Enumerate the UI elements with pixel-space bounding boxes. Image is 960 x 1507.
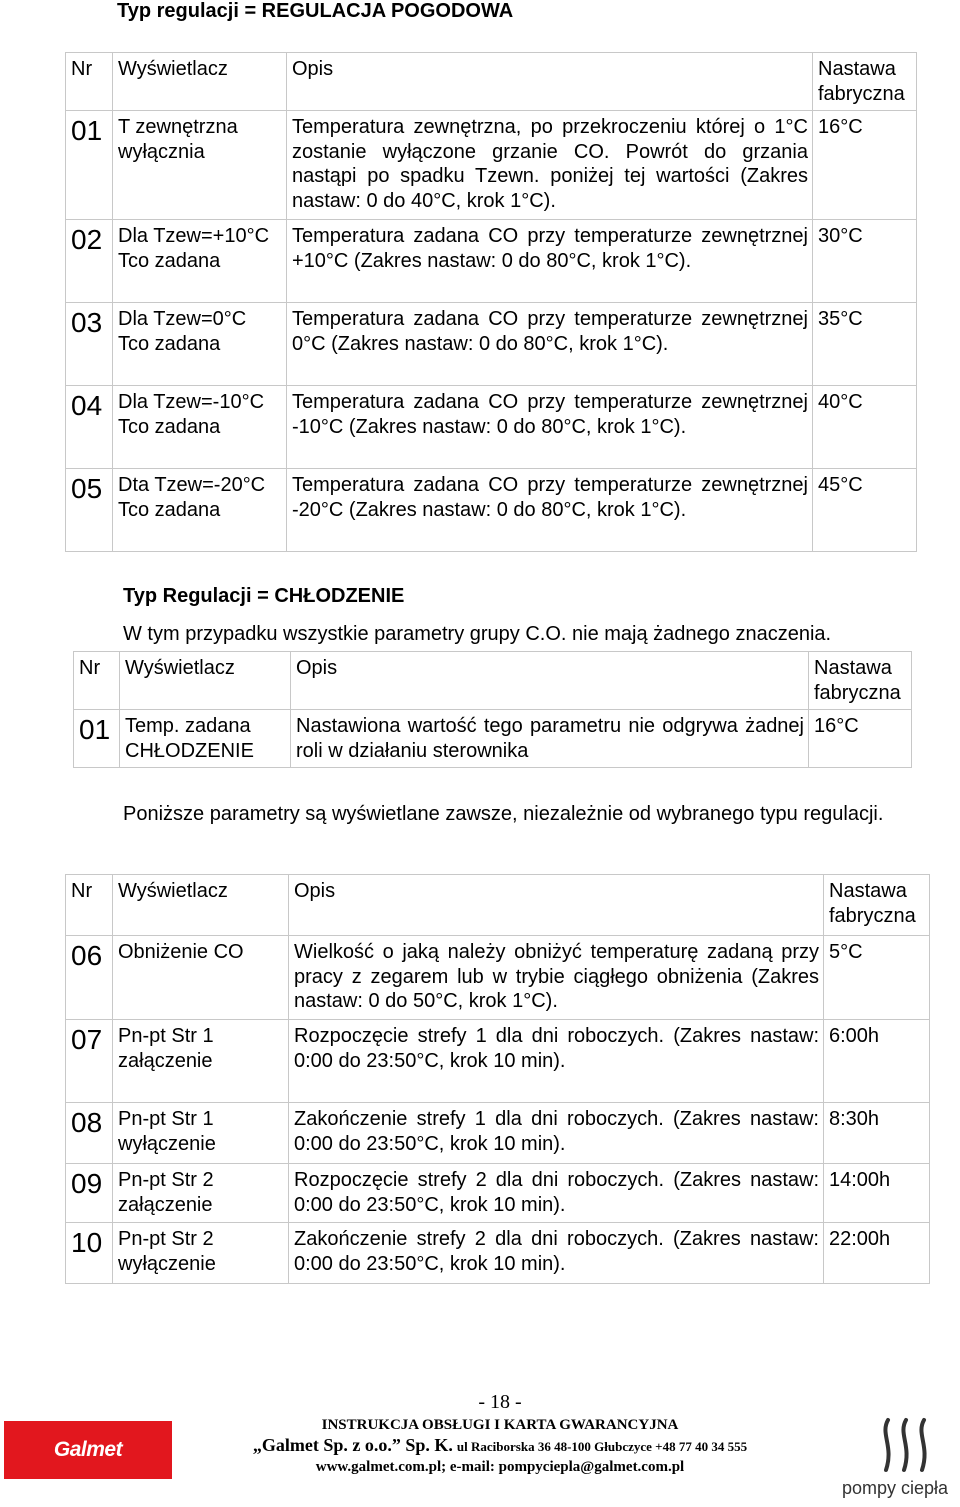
row-factory: 5°C (824, 936, 930, 1020)
row-factory: 16°C (813, 111, 917, 220)
table-row (66, 936, 930, 1020)
row-display: Pn-pt Str 2 załączenie (113, 1164, 289, 1223)
section2-title: Typ Regulacji = CHŁODZENIE (123, 585, 405, 607)
row-desc: Nastawiona wartość tego parametru nie odgrywa żadnej roli w działaniu sterownika (291, 710, 809, 768)
row-desc: Temperatura zadana CO przy temperaturze zewnętrznej +10°C (Zakres nastaw: 0 do 80°C, krok 1°C). (287, 220, 813, 303)
table-row (74, 710, 912, 768)
galmet-logo-text: Galmet (53, 1438, 123, 1461)
table-row (66, 303, 917, 386)
row-display: Dla Tzew=-10°C Tco zadana (113, 386, 287, 469)
header-nr: Nr (74, 652, 120, 710)
row-nr: 03 (66, 303, 113, 386)
weather-regulation-table (65, 52, 917, 552)
row-factory: 16°C (809, 710, 912, 768)
row-display: Obniżenie CO (113, 936, 289, 1020)
page-number: - 18 - (478, 1391, 522, 1413)
row-desc: Temperatura zadana CO przy temperaturze zewnętrznej -10°C (Zakres nastaw: 0 do 80°C, krok 1°C). (287, 386, 813, 469)
header-desc: Opis (289, 875, 824, 936)
row-nr: 01 (66, 111, 113, 220)
footer-address: ul Raciborska 36 48-100 Głubczyce +48 77 40 34 555 (456, 1439, 748, 1454)
row-display: Dla Tzew=+10°C Tco zadana (113, 220, 287, 303)
row-display: Pn-pt Str 1 załączenie (113, 1020, 289, 1103)
row-nr: 04 (66, 386, 113, 469)
row-factory: 14:00h (824, 1164, 930, 1223)
row-display: Dta Tzew=-20°C Tco zadana (113, 469, 287, 552)
footer-title: INSTRUKCJA OBSŁUGI I KARTA GWARANCYJNA (321, 1417, 679, 1433)
section3-intro: Poniższe parametry są wyświetlane zawsze, niezależnie od wybranego typu regulacji. (123, 803, 884, 825)
row-desc: Temperatura zewnętrzna, po przekroczeniu której o 1°C zostanie wyłączone grzanie CO. Powrót do grzania nastąpi po spadku Tzewn. poniżej tej wartości (Zakres nastaw: 0 do 40°C, krok 1°C). (287, 111, 813, 220)
footer-company: „Galmet Sp. z o.o.” Sp. K. (252, 1435, 453, 1455)
row-nr: 02 (66, 220, 113, 303)
row-factory: 22:00h (824, 1223, 930, 1284)
row-nr: 05 (66, 469, 113, 552)
table-row (66, 386, 917, 469)
row-display: T zewnętrzna wyłącznia (113, 111, 287, 220)
row-nr: 07 (66, 1020, 113, 1103)
cooling-table (73, 651, 912, 768)
row-display: Pn-pt Str 2 wyłączenie (113, 1223, 289, 1284)
row-desc: Zakończenie strefy 2 dla dni roboczych. (Zakres nastaw: 0:00 do 23:50°C, krok 10 min). (289, 1223, 824, 1284)
row-factory: 35°C (813, 303, 917, 386)
table-header-row (66, 875, 930, 936)
row-desc: Rozpoczęcie strefy 1 dla dni roboczych. (Zakres nastaw: 0:00 do 23:50°C, krok 10 min). (289, 1020, 824, 1103)
galmet-logo (4, 1421, 172, 1479)
row-nr: 01 (74, 710, 120, 768)
table-header-row (74, 652, 912, 710)
row-display: Temp. zadana CHŁODZENIE (120, 710, 291, 768)
header-factory: Nastawa fabryczna (813, 53, 917, 111)
row-desc: Rozpoczęcie strefy 2 dla dni roboczych. (Zakres nastaw: 0:00 do 23:50°C, krok 10 min). (289, 1164, 824, 1223)
row-factory: 45°C (813, 469, 917, 552)
row-factory: 40°C (813, 386, 917, 469)
section2-note: W tym przypadku wszystkie parametry grupy C.O. nie mają żadnego znaczenia. (123, 623, 832, 645)
general-params-table (65, 874, 930, 1284)
table-row (66, 220, 917, 303)
row-display: Dla Tzew=0°C Tco zadana (113, 303, 287, 386)
header-display: Wyświetlacz (113, 875, 289, 936)
table-row (66, 1223, 930, 1284)
table-row (66, 1103, 930, 1164)
section1-title: Typ regulacji = REGULACJA POGODOWA (117, 0, 514, 22)
table-header-row (66, 53, 917, 111)
header-factory: Nastawa fabryczna (809, 652, 912, 710)
row-factory: 6:00h (824, 1020, 930, 1103)
table-row (66, 1164, 930, 1223)
header-nr: Nr (66, 53, 113, 111)
row-desc: Temperatura zadana CO przy temperaturze zewnętrznej 0°C (Zakres nastaw: 0 do 80°C, krok 1°C). (287, 303, 813, 386)
table-row (66, 1020, 930, 1103)
heat-pump-logo-text: pompy ciepła (842, 1478, 949, 1498)
row-factory: 30°C (813, 220, 917, 303)
row-nr: 09 (66, 1164, 113, 1223)
row-desc: Temperatura zadana CO przy temperaturze zewnętrznej -20°C (Zakres nastaw: 0 do 80°C, krok 1°C). (287, 469, 813, 552)
header-display: Wyświetlacz (113, 53, 287, 111)
row-nr: 10 (66, 1223, 113, 1284)
row-nr: 06 (66, 936, 113, 1020)
footer-web: www.galmet.com.pl; e-mail: pompyciepla@galmet.com.pl (315, 1459, 685, 1475)
row-desc: Wielkość o jaką należy obniżyć temperaturę zadaną przy pracy z zegarem lub w trybie ciągłego obniżenia (Zakres nastaw: 0 do 50°C, krok 1°C). (289, 936, 824, 1020)
row-factory: 8:30h (824, 1103, 930, 1164)
header-desc: Opis (291, 652, 809, 710)
header-nr: Nr (66, 875, 113, 936)
row-display: Pn-pt Str 1 wyłączenie (113, 1103, 289, 1164)
header-display: Wyświetlacz (120, 652, 291, 710)
row-desc: Zakończenie strefy 1 dla dni roboczych. (Zakres nastaw: 0:00 do 23:50°C, krok 10 min). (289, 1103, 824, 1164)
table-row (66, 111, 917, 220)
row-nr: 08 (66, 1103, 113, 1164)
header-desc: Opis (287, 53, 813, 111)
table-row (66, 469, 917, 552)
header-factory: Nastawa fabryczna (824, 875, 930, 936)
